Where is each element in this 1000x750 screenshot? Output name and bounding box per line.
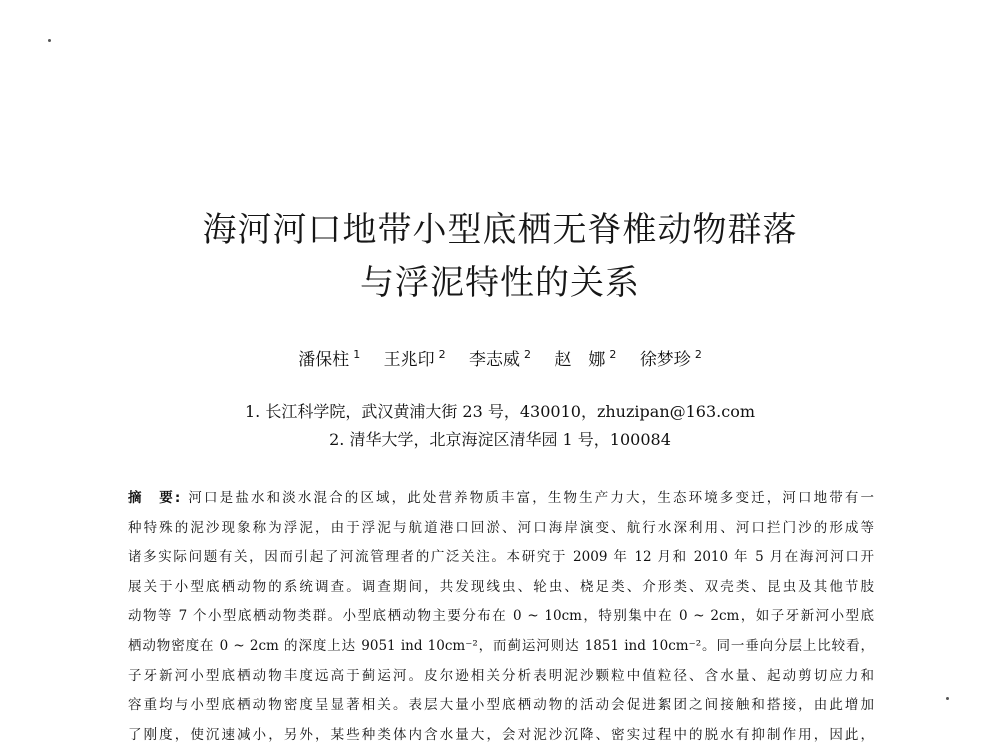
author-affiliation-mark: 2 [609,348,617,361]
abstract-line: 种特殊的泥沙现象称为浮泥，由于浮泥与航道港口回淤、河口海岸演变、航行水深利用、河口拦门沙的形成等 [128,519,874,536]
author-affiliation-mark: 2 [524,348,531,361]
scan-speck [48,39,51,42]
abstract-line: 动物等 7 个小型底栖动物类群。小型底栖动物主要分布在 0 ~ 10cm，特别集中在 0 ~ 2cm，如子牙新河小型底 [128,608,874,625]
author [640,345,702,370]
author-name: 李志威 [469,350,520,370]
author-name: 赵 娜 [554,350,606,370]
paper-title-line-2: 与浮泥特性的关系 [360,263,640,303]
scan-speck [946,697,949,700]
abstract-label: 摘 要: [128,490,181,506]
author [469,345,531,370]
abstract-line [128,484,874,514]
abstract-line: 展关于小型底栖动物的系统调查。调查期间，共发现线虫、轮虫、桡足类、介形类、双壳类、昆虫及其他节肢 [128,578,874,595]
author-name: 潘保柱 [298,350,350,370]
abstract-line-text: 河口是盐水和淡水混合的区域，此处营养物质丰富，生物生产力大，生态环境多变迁，河口地带有一 [186,490,874,506]
author-affiliation-mark: 2 [438,348,446,361]
author-name: 王兆印 [383,350,435,370]
abstract-line: 诸多实际问题有关，因而引起了河流管理者的广泛关注。本研究于 2009 年 12 月和 2010 年 5 月在海河河口开 [128,549,874,566]
author [384,345,446,370]
abstract [128,484,874,750]
author-affiliation-mark: 1 [353,348,361,361]
affiliation-1: 1. 长江科学院，武汉黄浦大街 23 号，430010，zhuzipan@163.com [244,402,756,421]
paper-title-line-1: 海河河口地带小型底栖无脊椎动物群落 [202,210,798,250]
author-list [0,345,1000,370]
author-affiliation-mark: 2 [694,348,702,361]
abstract-line: 容重均与小型底栖动物密度呈显著相关。表层大量小型底栖动物的活动会促进絮团之间接触和搭接，由此增加 [128,697,874,714]
affiliation-2: 2. 清华大学，北京海淀区清华园 1 号，100084 [329,430,671,449]
abstract-line: 了刚度，使沉速减小，另外，某些种类体内含水量大，会对泥沙沉降、密实过程中的脱水有抑制作用，因此， [128,726,874,743]
abstract-line: 子牙新河小型底栖动物丰度远高于蓟运河。皮尔逊相关分析表明泥沙颗粒中值粒径、含水量、起动剪切应力和 [128,667,874,684]
abstract-line: 栖动物密度在 0 ~ 2cm 的深度上达 9051 ind 10cm⁻²，而蓟运河则达 1851 ind 10cm⁻²。同一垂向分层上比较看， [128,637,874,654]
author-name: 徐梦珍 [639,350,691,370]
author [554,345,616,370]
author [298,345,360,370]
